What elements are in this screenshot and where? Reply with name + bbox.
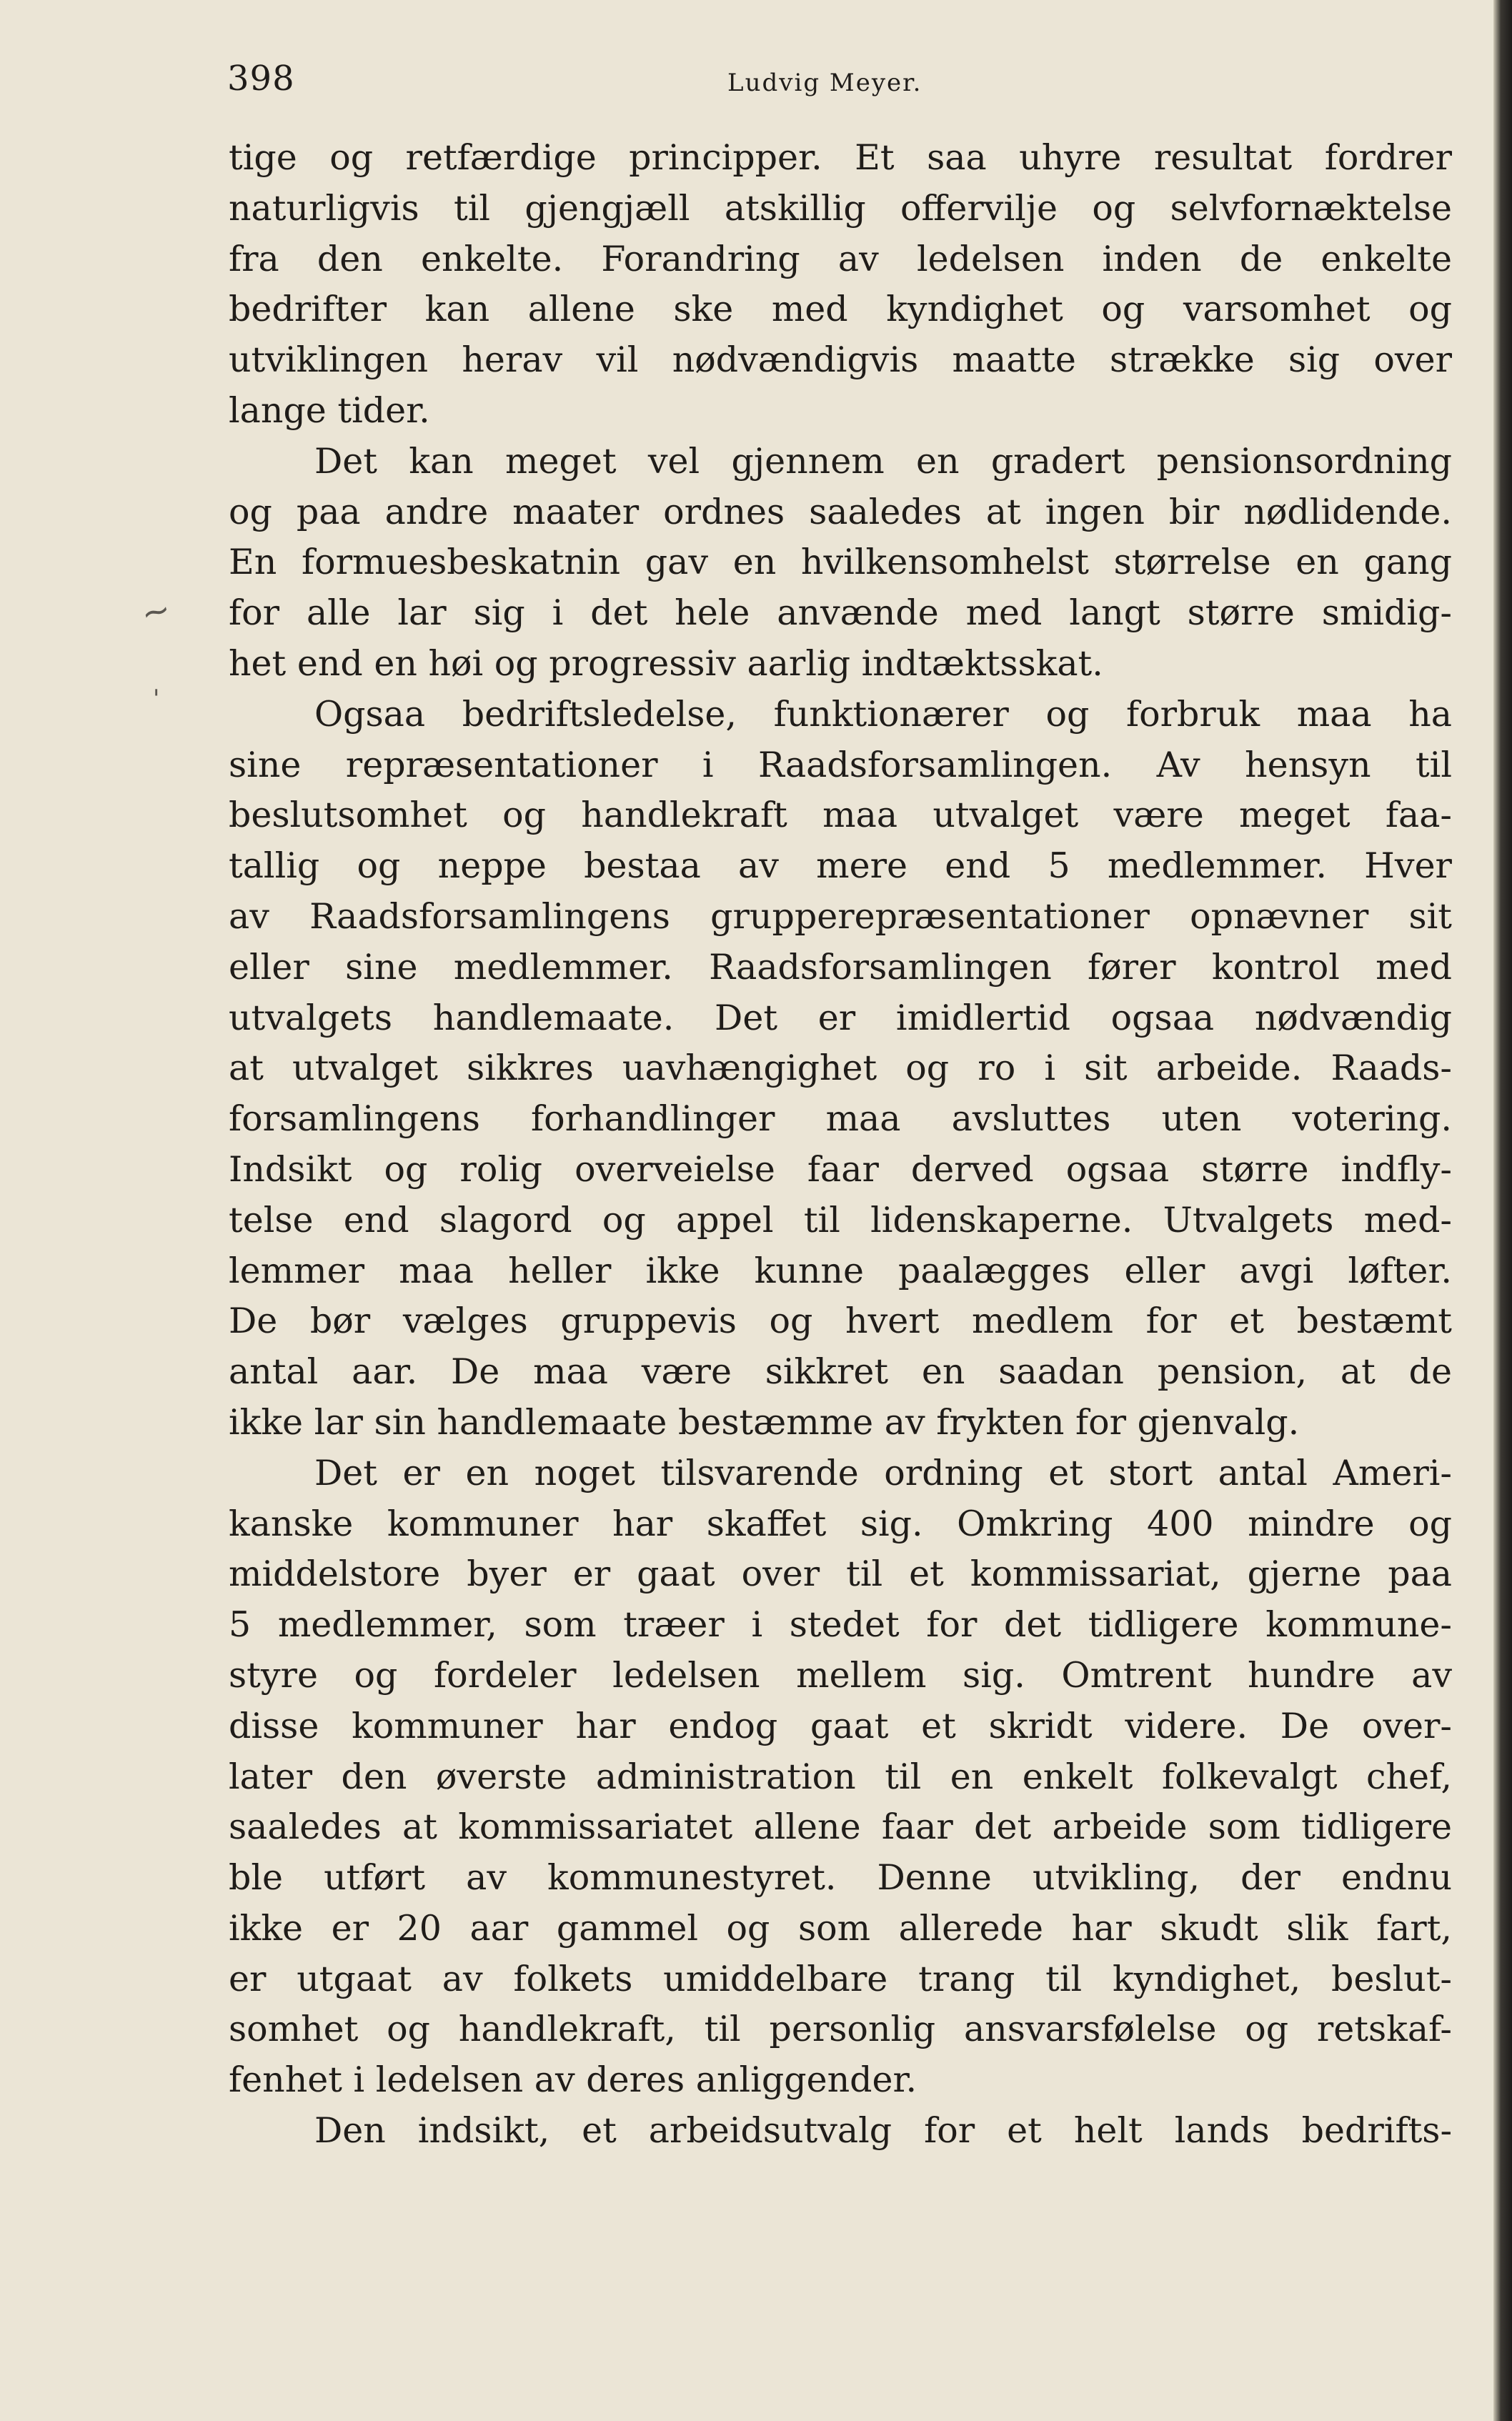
text-line: En formuesbeskatnin gav en hvilkensomhelst størrelse en gang — [229, 542, 1452, 583]
text-line: styre og fordeler ledelsen mellem sig. Omtrent hundre av — [229, 1654, 1452, 1696]
text-line: Ogsaa bedriftsledelse, funktionærer og forbruk maa ha — [314, 693, 1452, 735]
running-head: Ludvig Meyer. — [727, 69, 922, 97]
page-number: 398 — [227, 59, 295, 99]
text-line: Det er en noget tilsvarende ordning et stort antal Ameri- — [314, 1452, 1452, 1493]
text-line: Indsikt og rolig overveielse faar derved ogsaa større indfly- — [229, 1148, 1452, 1190]
page-header — [227, 50, 1458, 107]
text-line: forsamlingens forhandlinger maa avsluttes uten votering. — [229, 1098, 1452, 1140]
text-line: utviklingen herav vil nødvændigvis maatte strække sig over — [229, 339, 1452, 381]
text-line: og paa andre maater ordnes saaledes at ingen bir nødlidende. — [229, 491, 1452, 532]
text-line: Den indsikt, et arbeidsutvalg for et helt lands bedrifts- — [314, 2110, 1452, 2152]
text-line: naturligvis til gjengjæll atskillig offervilje og selvfornæktelse — [229, 187, 1452, 229]
text-line: fenhet i ledelsen av deres anliggender. — [229, 2059, 917, 2101]
text-line: kanske kommuner har skaffet sig. Omkring 400 mindre og — [229, 1503, 1452, 1544]
text-line: av Raadsforsamlingens grupperepræsentationer opnævner sit — [229, 895, 1452, 937]
text-line: at utvalget sikkres uavhængighet og ro i sit arbeide. Raads- — [229, 1048, 1452, 1089]
text-line: utvalgets handlemaate. Det er imidlertid ogsaa nødvændig — [229, 997, 1452, 1038]
text-line: saaledes at kommissariatet allene faar det arbeide som tidligere — [229, 1806, 1452, 1848]
text-line: ble utført av kommunestyret. Denne utvikling, der endnu — [229, 1857, 1452, 1899]
text-line: fra den enkelte. Forandring av ledelsen inden de enkelte — [229, 238, 1452, 279]
text-line: disse kommuner har endog gaat et skridt videre. De over- — [229, 1705, 1452, 1746]
text-line: antal aar. De maa være sikkret en saadan pension, at de — [229, 1351, 1452, 1393]
text-line: tige og retfærdige principper. Et saa uhyre resultat fordrer — [229, 137, 1452, 178]
text-line: lange tider. — [229, 389, 430, 431]
page-edge-shadow — [1493, 0, 1512, 2421]
text-line: ikke er 20 aar gammel og som allerede har skudt slik fart, — [229, 1907, 1452, 1949]
text-line: er utgaat av folkets umiddelbare trang til kyndighet, beslut- — [229, 1958, 1452, 1999]
text-line: sine repræsentationer i Raadsforsamlingen. Av hensyn til — [229, 744, 1452, 785]
text-line: later den øverste administration til en enkelt folkevalgt chef, — [229, 1756, 1452, 1797]
text-line: telse end slagord og appel til lidenskaperne. Utvalgets med- — [229, 1199, 1452, 1241]
text-line: 5 medlemmer, som træer i stedet for det tidligere kommune- — [229, 1604, 1452, 1646]
text-line: somhet og handlekraft, til personlig ansvarsfølelse og retskaf- — [229, 2009, 1452, 2050]
text-line: lemmer maa heller ikke kunne paalægges eller avgi løfter. — [229, 1250, 1452, 1291]
margin-tilde-mark: ~ — [136, 588, 175, 635]
text-line: middelstore byer er gaat over til et kommissariat, gjerne paa — [229, 1553, 1452, 1595]
body-text — [229, 133, 1452, 2157]
text-line: beslutsomhet og handlekraft maa utvalget være meget faa- — [229, 795, 1452, 836]
text-line: bedrifter kan allene ske med kyndighet og varsomhet og — [229, 289, 1452, 330]
text-line: De bør vælges gruppevis og hvert medlem for et bestæmt — [229, 1301, 1452, 1342]
text-line: tallig og neppe bestaa av mere end 5 medlemmer. Hver — [229, 845, 1452, 887]
text-line: eller sine medlemmer. Raadsforsamlingen fører kontrol med — [229, 946, 1452, 988]
text-line: het end en høi og progressiv aarlig indtæktsskat. — [229, 642, 1103, 684]
text-line: Det kan meget vel gjennem en gradert pensionsordning — [314, 440, 1452, 482]
margin-tick-mark: ' — [153, 685, 160, 713]
text-line: ikke lar sin handlemaate bestæmme av frykten for gjenvalg. — [229, 1401, 1300, 1443]
text-line: for alle lar sig i det hele anvænde med langt større smidig- — [229, 592, 1452, 634]
